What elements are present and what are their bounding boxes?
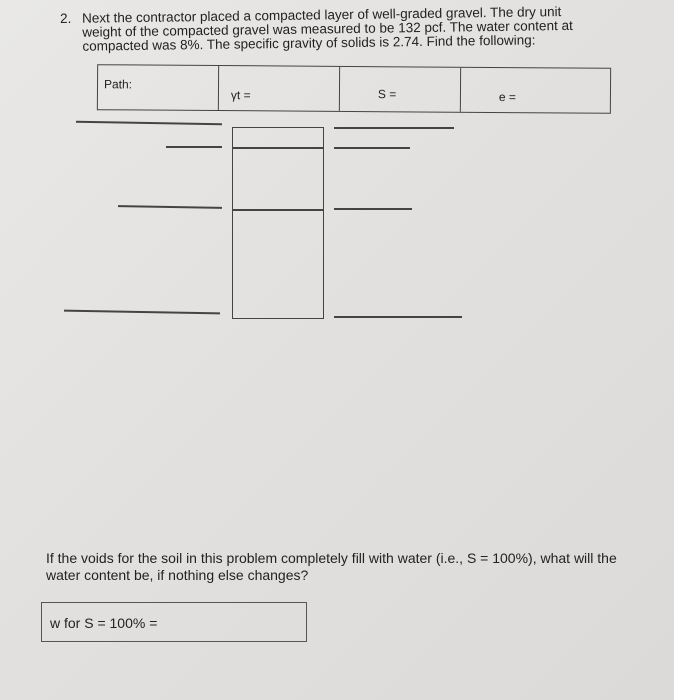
path-cell[interactable]	[98, 65, 219, 110]
blank-line	[334, 127, 454, 129]
void-ratio-cell[interactable]	[461, 68, 610, 113]
problem-number: 2.	[59, 10, 72, 27]
blank-line	[166, 146, 222, 148]
saturation-label: S =	[377, 87, 397, 102]
saturation-cell[interactable]	[340, 67, 461, 112]
air-water-divider	[233, 147, 323, 149]
unit-weight-cell[interactable]	[219, 66, 340, 111]
problem-statement	[59, 4, 605, 54]
unit-weight-label: γt =	[230, 88, 251, 103]
void-ratio-label: e =	[498, 90, 517, 105]
path-label: Path:	[103, 77, 133, 92]
answer-label: w for S = 100% =	[50, 615, 158, 631]
blank-line	[76, 121, 222, 125]
blank-line	[118, 205, 222, 208]
blank-line	[334, 147, 410, 149]
phase-box	[232, 127, 324, 319]
blank-line	[334, 208, 412, 210]
answer-table	[97, 64, 611, 114]
question-2: If the voids for the soil in this problem completely fill with water (i.e., S = 100%), what will the water content be, if nothing else changes?	[46, 550, 617, 583]
water-content-answer-box[interactable]	[41, 602, 307, 642]
blank-line	[64, 310, 220, 314]
problem-text: Next the contractor placed a compacted layer of well-graded gravel. The dry unit weight of the compacted gravel was measured to be 132 pcf. The water content at compacted was 8%. The specific gravity of solids is 2.74. Find the following:	[81, 4, 573, 54]
water-solid-divider	[233, 209, 323, 211]
blank-line	[334, 316, 462, 318]
